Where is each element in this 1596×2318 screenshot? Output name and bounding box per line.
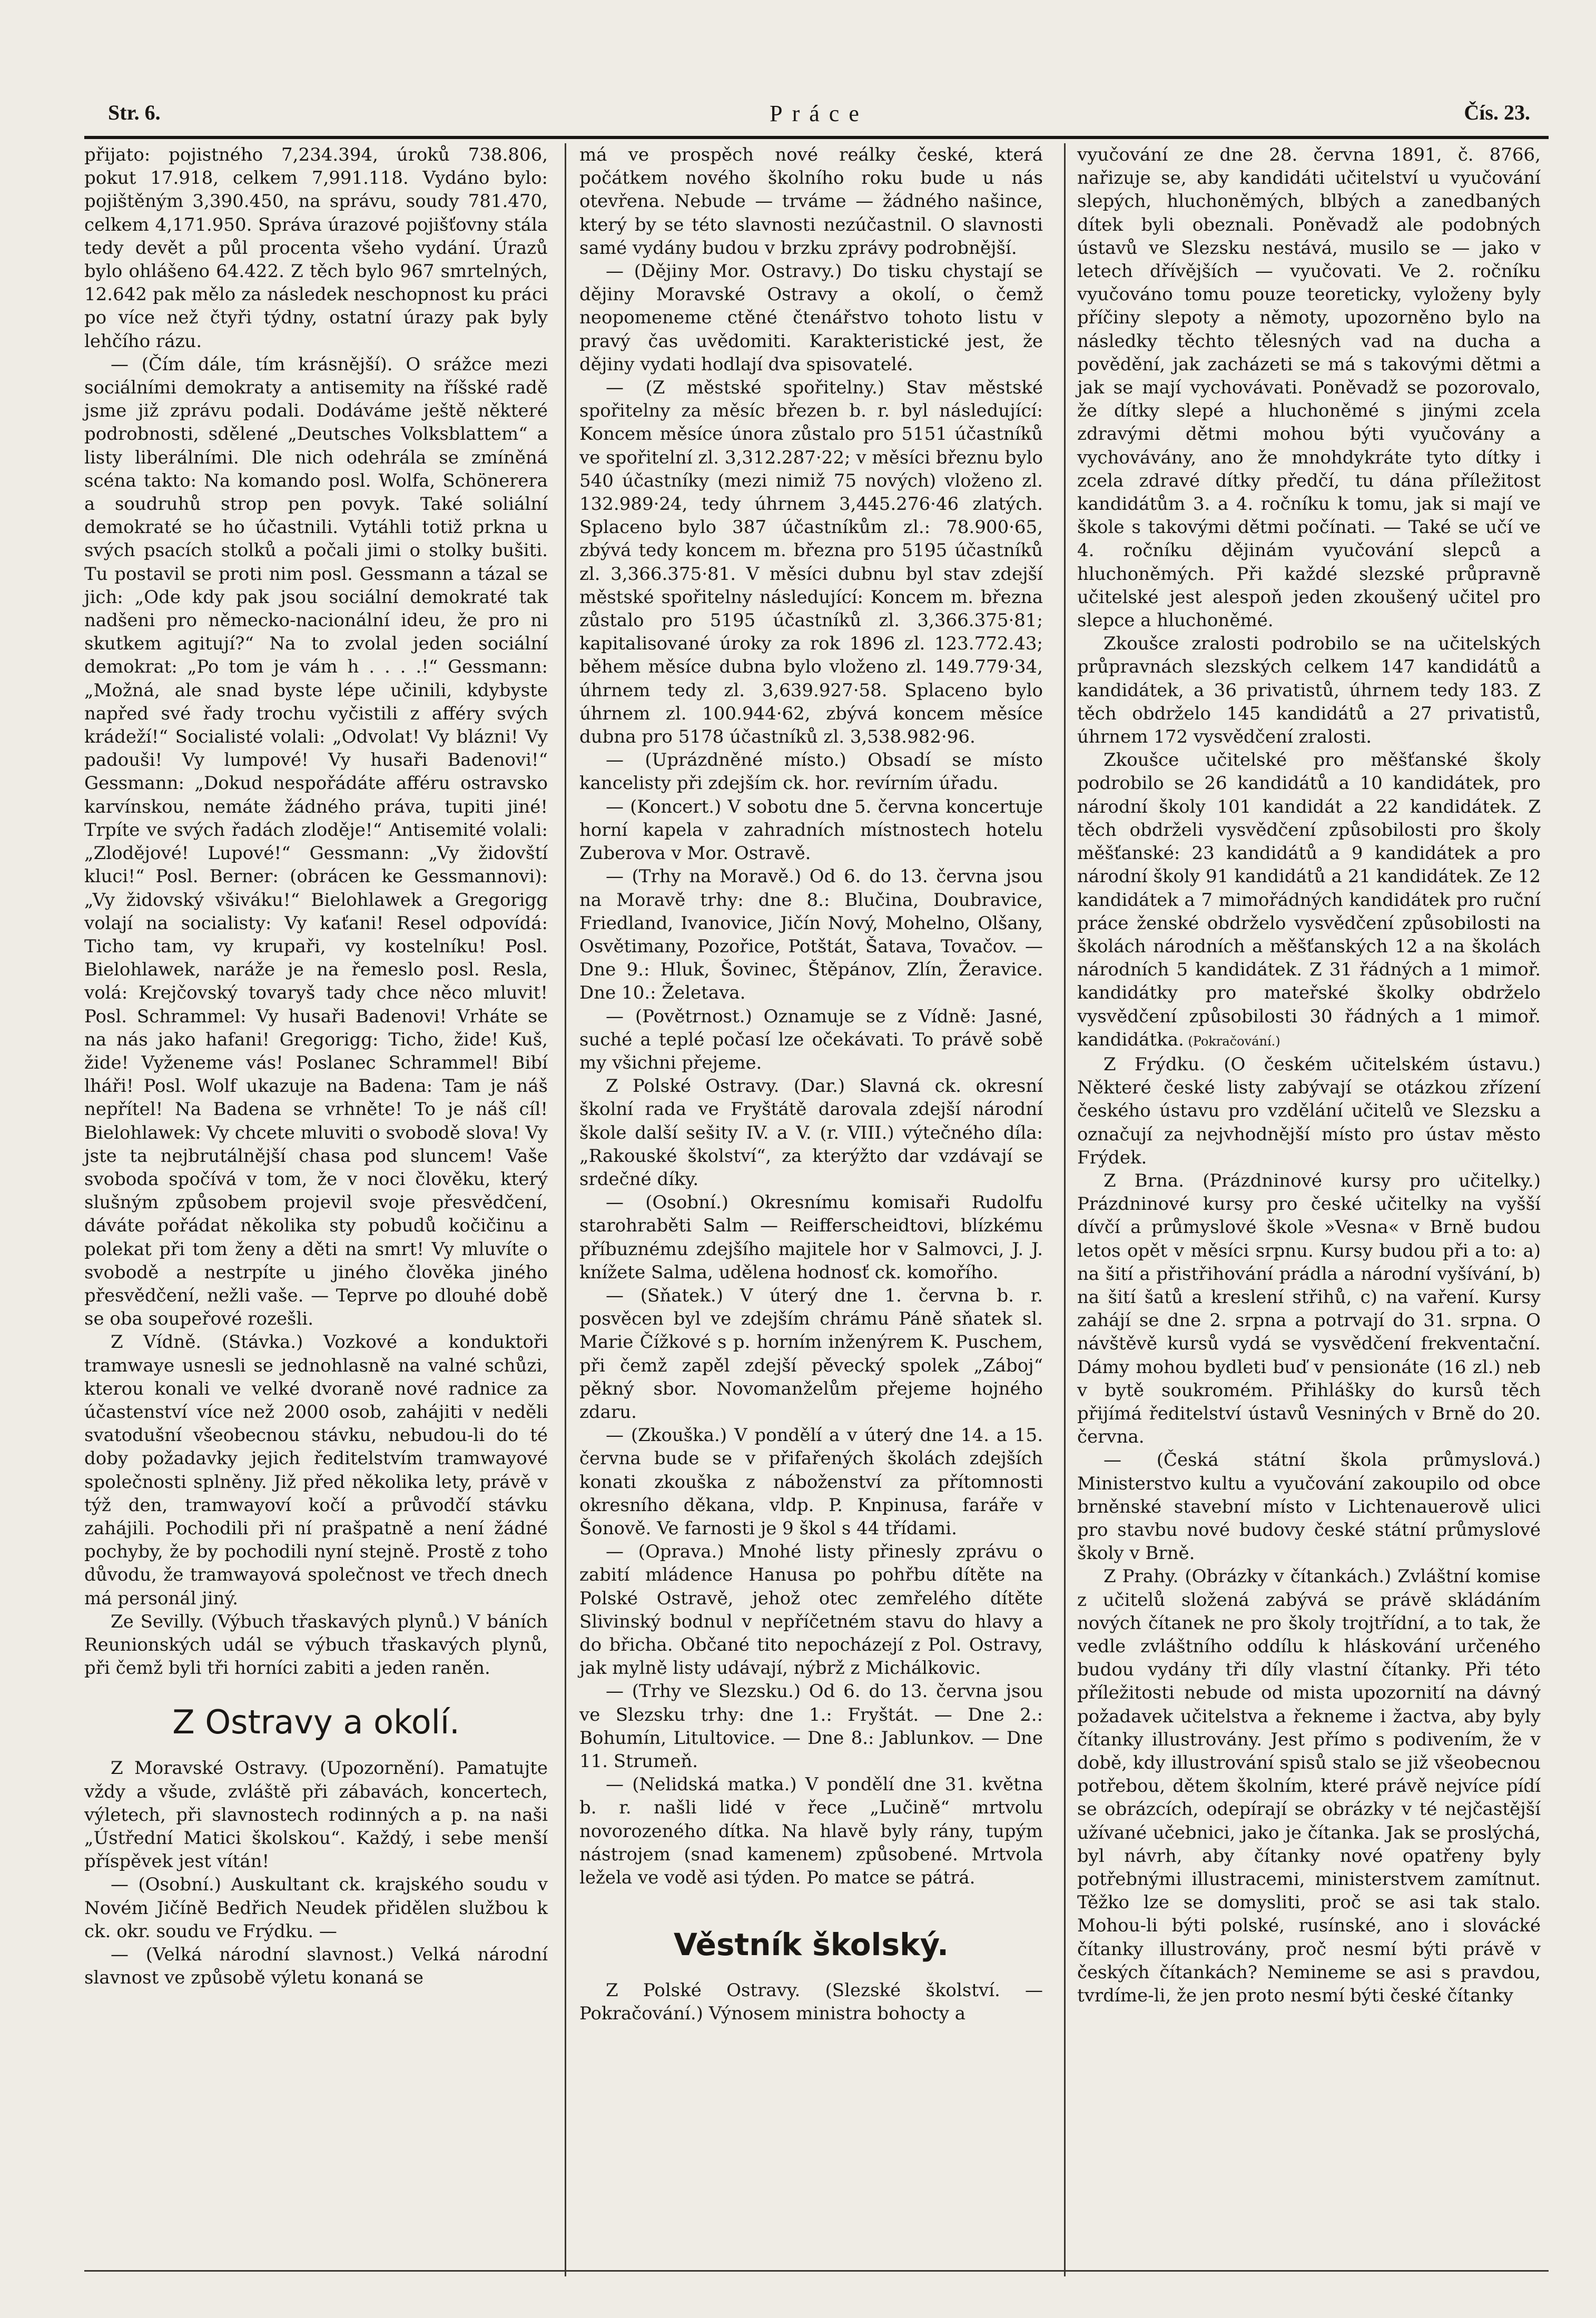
article-paragraph: — (Čím dále, tím krásnější). O srážce mezi sociálními demokraty a antisemity na říšské radě jsme již zprávu podali. Dodáváme ještě některé podrobnosti, sdělené „Deutsches Volksblattem“ a listy liberálními. Dle nich odehrála se zmíněná scéna takto: Na komando posl. Wolfa, Schönerera a soudruhů strop pen povyk. Také soliální demokraté se ho účastnili. Vytáhli totiž prkna u svých psacích stolků a počali jimi o stolky bušiti. Tu postavil se proti nim posl. Gessmann a tázal se jich: „Ode kdy pak jsou sociální demokraté tak nadšeni pro německo-nacionální ideu, že pro ni skutkem agitují?“ Na to zvolal jeden sociální demokrat: „Po tom je vám h . . . .!“ Gessmann: „Možná, ale snad byste lépe učinili, kdybyste napřed své řady trochu vyčistili z afféry svých krádeží!“ Socialisté volali: „Odvolat! Vy blázni! Vy padouši! Vy lumpové! Vy husaři Badenovi!“ Gessmann: „Dokud nespořádáte afféru ostravsko karvínskou, nemáte žádného práva, tupiti jiné! Trpíte ve svých řadách zloděje!“ Antisemité volali: „Zlodějové! Lupové!“ Gessmann: „Vy židovští kluci!“ Posl. Berner: (obrácen ke Gessmannovi): „Vy židovský všiváku!“ Bielohlawek a Gregorigg volají na socialisty: Vy kaťani! Resel odpovídá: Ticho tam, vy krupaři, vy kostelníku! Posl. Bielohlawek, naráže je na řemeslo posl. Resla, volá: Krejčovský tovaryš tady chce něco mluvit! Posl. Schrammel: Vy husaři Badenovi! Vrháte se na nás jako hafani! Gregorigg: Ticho, žide! Kuš, žide! Vyženeme vás! Poslanec Schrammel! Bibí lháři! Posl. Wolf ukazuje na Badena: Tam je náš nepřítel! Na Badena se vrhněte! To je náš cíl! Bielohlawek: Vy chcete mluviti o svobodě slova! Vy jste ta nejbrutálnější chasa pod sluncem! Vaše svoboda spočívá v tom, že v noci člověku, který slušným způsobem projevil svoje přesvědčení, dáváte pořádat několika sty pobudů kočičinu a polekat při tom ženy a děti na smrt! Vy mluvíte o svobodě a nestrpíte u jiného člověka jiného přesvědčení, nežli vaše. — Teprve po dlouhé době se oba soupeřové rozešli.	[84, 353, 548, 1330]
article-paragraph: — (Koncert.) V sobotu dne 5. června koncertuje horní kapela v zahradních místnostech hotelu Zuberova v Mor. Ostravě.	[579, 796, 1043, 864]
article-paragraph: — (Velká národní slavnost.) Velká národní slavnost ve způsobě výletu konaná se	[84, 1944, 548, 1989]
article-paragraph: — (Z městské spořitelny.) Stav městské spořitelny za měsíc březen b. r. byl následující: Koncem měsíce února zůstalo pro 5151 účastníků ve spořitelní zl. 3,312.287·22; v měsíci březnu bylo 540 účastníky (mezi nimiž 75 nových) vloženo zl. 132.989·24, tedy úhrnem 3,445.276·46 zlatých. Splaceno bylo 387 účastníkům zl.: 78.900·65, zbývá tedy koncem m. března pro 5195 účastníků zl. 3,366.375·81. V měsíci dubnu byl stav zdejší městské spořitelny následující: Koncem m. března zůstalo pro 5195 účastníků zl. 3,366.375·81; kapitalisované úroky za rok 1896 zl. 123.772.43; během měsíce dubna bylo vloženo zl. 149.779·34, úhrnem tedy zl. 3,639.927·58. Splaceno bylo úhrnem zl. 100.944·62, zbývá koncem měsíce dubna pro 5178 účastníků zl. 3,538.982·96.	[579, 377, 1043, 748]
column-2	[579, 143, 1043, 2026]
column-2-articles	[579, 143, 1043, 1889]
column-3	[1077, 143, 1541, 2007]
article-paragraph: Z Moravské Ostravy. (Upozornění). Pamatujte vždy a všude, zvláště při zábavách, koncertech, výletech, při slavnostech rodinných a p. na naši „Ústřední Matici školskou“. Každý, i sebe menší příspěvek jest vítán!	[84, 1758, 548, 1872]
article-paragraph: — (Trhy ve Slezsku.) Od 6. do 13. června jsou ve Slezsku trhy: dne 1.: Fryštát. — Dne 2.: Bohumín, Litultovice. — Dne 8.: Jablunkov. — Dne 11. Strumeň.	[579, 1681, 1043, 1772]
article-paragraph: Z Vídně. (Stávka.) Vozkové a konduktoři tramwaye usnesli se jednohlasně na valné schůzi, kterou konali ve velké dvoraně nové radnice za účastenství více než 2000 osob, zahájiti v neděli svatodušní všeobecnou stávku, nebudou-li do té doby požadavky jejich ředitelstvím tramwayové společnosti splněny. Již před několika lety, právě v týž den, tramwayoví kočí a průvodčí stávku zahájili. Pochodili při ní prašpatně a není žádné pochyby, že by pochodili nyní stejně. Prostě z toho důvodu, že tramwayová společnost ve třech dnech má personál jiný.	[84, 1331, 548, 1609]
article-paragraph: — (Sňatek.) V úterý dne 1. června b. r. posvěcen byl ve zdejším chrámu Páně sňatek sl. Marie Čížkové s p. horním inženýrem K. Puschem, při čemž zapěl zdejší pěvecký spolek „Záboj“ pěkný sbor. Novomanželům přejeme hojného zdaru.	[579, 1285, 1043, 1423]
article-paragraph: — (Nelidská matka.) V pondělí dne 31. května b. r. našli lidé v řece „Lučině“ mrtvolu novorozeného dítka. Na hlavě byly rány, tupým nástrojem (snad kamenem) způsobené. Mrtvola ležela ve vodě asi týden. Po matce se pátrá.	[579, 1774, 1043, 1889]
article-paragraph: — (Dějiny Mor. Ostravy.) Do tisku chystají se dějiny Moravské Ostravy a okolí, o čemž neopomeneme ctěné čtenářstvo tohoto listu v pravý čas uvědomiti. Karakteristické jest, že dějiny vydati hodlají dva spisovatelé.	[579, 261, 1043, 375]
column-2-vestnik-articles	[579, 1979, 1043, 2025]
article-paragraph: Z Frýdku. (O českém učitelském ústavu.) Některé české listy zabývají se otázkou zřízení českého ústavu pro vzdělání učitelů ve Slezsku a označují za nejvhodnější místo pro ústav město Frýdek.	[1077, 1053, 1541, 1168]
column-1-articles	[84, 143, 548, 1680]
article-paragraph: — (Zkouška.) V pondělí a v úterý dne 14. a 15. června bude se v přifařených školách zdejších konati zkouška z náboženství za přítomnosti okresního děkana, vldp. P. Knpinusa, faráře v Šonově. Ve farnosti je 9 škol s 44 třídami.	[579, 1425, 1043, 1539]
continued-label: (Pokračování.)	[1184, 1033, 1280, 1049]
article-paragraph: přijato: pojistného 7,234.394, úroků 738.806, pokut 17.918, celkem 7,991.118. Vydáno bylo: pojištěným 3,390.450, na správu, soudy 781.470, celkem 4,171.950. Správa úrazové pojišťovny stála tedy devět a půl procenta všeho vydání. Úrazů bylo ohlášeno 64.422. Z těch bylo 967 smrtelných, 12.642 pak mělo za následek neschopnost ku práci po více než čtyři týdny, ostatní úrazy pak byly lehčího rázu.	[84, 144, 548, 352]
article-paragraph: — (Trhy na Moravě.) Od 6. do 13. června jsou na Moravě trhy: dne 8.: Blučina, Doubravice, Friedland, Ivanovice, Jičín Nový, Mohelno, Olšany, Osvětimany, Pozořice, Potštát, Šatava, Tovačov. — Dne 9.: Hluk, Šovinec, Štěpánov, Zlín, Žeravice. Dne 10.: Želetava.	[579, 866, 1043, 1004]
article-paragraph: Zkoušce učitelské pro měšťanské školy podrobilo se 26 kandidátů a 10 kandidátek, pro národní školy 101 kandidát a 22 kandidátek. Z těch obdrželi vysvědčení způsobilosti pro školy měšťanské: 23 kandidátů a 9 kandidátek a pro národní školy 91 kandidátů a 21 kandidátek. Ze 12 kandidátek a 7 mimořádných kandidátek pro ruční práce ženské obdrželo vysvědčení způsobilosti na školách národních a měšťanských 12 a na školách národních 5 kandidátek. Z 31 řádných a 1 mimoř. kandidátky pro mateřské školky obdrželo vysvědčení způsobilosti 30 řádných a 1 mimoř. kandidátka. (Pokračování.)	[1077, 749, 1541, 1050]
column-1-ostrava-articles	[84, 1757, 548, 1989]
article-paragraph: — (Osobní.) Auskultant ck. krajského soudu v Novém Jičíně Bedřich Neudek přidělen službou k ck. okr. soudu ve Frýdku. —	[84, 1874, 548, 1942]
newspaper-title: Práce	[770, 101, 869, 126]
page-number: Str. 6.	[108, 101, 161, 124]
article-paragraph: — (Uprázdněné místo.) Obsadí se místo kancelisty při zdejším ck. hor. revírním úřadu.	[579, 749, 1043, 794]
article-paragraph: Z Brna. (Prázdninové kursy pro učitelky.) Prázdninové kursy pro české učitelky na vyšší dívčí a průmyslové škole »Vesna« v Brně budou letos opět v měsíci srpnu. Kursy budou při a to: a) na šití a přistřihování prádla a národní vyšívání, b) na šití šatů a kreslení střihů, c) na vaření. Kursy zahájí se dne 2. srpna a potrvají do 31. srpna. O návštěvě kursů vydá se vysvědčení frekventační. Dámy mohou bydleti buď v pensionáte (16 zl.) neb v bytě soukromém. Přihlášky do kursů těch přijímá ředitelství ústavů Vesniných v Brně do 20. června.	[1077, 1170, 1541, 1448]
article-paragraph: Z Polské Ostravy. (Dar.) Slavná ck. okresní školní rada ve Fryštátě darovala zdejší národní škole další sešity IV. a V. (r. VIII.) výtečného díla: „Rakouské školství“, za kterýžto dar vzdávají se srdečné díky.	[579, 1076, 1043, 1190]
column-3-articles	[1077, 143, 1541, 2007]
article-paragraph: Zkoušce zralosti podrobilo se na učitelských průpravnách slezských celkem 147 kandidátů a kandidátek, a 36 privatistů, úhrnem tedy 183. Z těch obdrželo 145 kandidátů a 27 privatistů, úhrnem 172 vysvědčení zralosti.	[1077, 633, 1541, 748]
column-1	[84, 143, 548, 1989]
column-divider	[565, 143, 566, 2276]
article-paragraph: vyučování ze dne 28. června 1891, č. 8766, nařizuje se, aby kandidáti učitelství u vyučování slepých, hluchoněmých, blbých a zanedbaných dítek byli obeznali. Poněvadž ale podobných ústavů ve Slezsku nestává, musilo se — jako v letech dřívějších — vyučovati. Ve 2. ročníku vyučováno tomu pouze teoreticky, vyloženy byly příčiny slepoty a němoty, upozorněno bylo na následky těchto tělesných vad na ducha a povědění, jak zacházeti se má s takovými dětmi a jak se mají vychovávati. Poněvadž se pozorovalo, že dítky slepé a hluchoněmé s jinými zcela zdravými dětmi mohou býti vyučovány a vychovávány, ano že mnohdykráte tyto dítky i zcela zdravé dítky předčí, tu dána příležitost kandidátům 3. a 4. ročníku k tomu, jak si mají ve škole s takovými dětmi počínati. — Také se učí ve 4. ročníku dějinám vyučování slepců a hluchoněmých. Při každé slezské průpravně učitelské jest alespoň jeden zkoušený učitel pro slepce a hluchoněmé.	[1077, 144, 1541, 632]
article-paragraph: Ze Sevilly. (Výbuch třaskavých plynů.) V báních Reunionských udál se výbuch třaskavých plynů, při čemž byli tři horníci zabiti a jeden raněn.	[84, 1611, 548, 1679]
column-divider	[1064, 143, 1066, 2276]
article-paragraph: — (Osobní.) Okresnímu komisaři Rudolfu starohraběti Salm — Reifferscheidtovi, blízkému příbuznému zdejšího majitele hor v Salmovci, J. J. knížete Salma, udělena hodnosť ck. komořího.	[579, 1192, 1043, 1283]
page-header	[108, 100, 1530, 137]
section-title-vestnik: Věstník školský.	[673, 1927, 949, 1963]
article-paragraph: má ve prospěch nové reálky české, která počátkem nového školního roku bude u nás otevřena. Nebude — trváme — žádného našince, který by se této slavnosti nezúčastnil. O slavnosti samé vydány budou v brzku zprávy podrobnější.	[579, 144, 1043, 259]
article-paragraph: Z Polské Ostravy. (Slezské školství. — Pokračování.) Výnosem ministra bohocty a	[579, 1980, 1043, 2025]
article-paragraph: — (Povětrnost.) Oznamuje se z Vídně: Jasné, suché a teplé počasí lze očekávati. To právě sobě my všichni přejeme.	[579, 1005, 1043, 1073]
footer-rule	[84, 2270, 1549, 2272]
article-paragraph: — (Česká státní škola průmyslová.) Ministerstvo kultu a vyučování zakoupilo od obce brněnské stavební místo v Lichtenauerově ulici pro stavbu nové budovy české státní průmyslové školy v Brně.	[1077, 1449, 1541, 1564]
issue-number: Čís. 23.	[1464, 101, 1530, 124]
article-paragraph: Z Prahy. (Obrázky v čítankách.) Zvláštní komise z učitelů složená zabývá se právě skládáním nových čítanek ne pro školy trojtřídní, a to tak, že vedle zvláštního oddílu k hláskování určeného budou vydány tři díly vlastní čítanky. Při této příležitosti nebude od mista upozornití na dávný požadavek učitelstva a řekneme i žactva, aby byly čítanky illustrovány. Jest přímo s podivením, že v době, kdy illustrování spisů stalo se již všeobecnou potřebou, dětem školním, které právě nejvíce pídí se obrázcích, odepírají se obrázky v té nejčastější užívané učebnici, jako je čítanka. Jak se proslýchá, byl návrh, aby čítanky nové opatřeny byly potřebnými illustracemi, ministerstvem zamítnut. Těžko lze se domysliti, proč se asi tak stalo. Mohou-li býti polské, rusínské, ano i slovácké čítanky illustrovány, proč nesmí býti právě v českých čítankách? Nemineme se asi s pravdou, tvrdíme-li, že jen proto nesmí býti české čítanky	[1077, 1566, 1541, 2007]
section-title-ostrava: Z Ostravy a okolí.	[172, 1703, 460, 1742]
header-rule	[84, 136, 1549, 139]
article-paragraph: — (Oprava.) Mnohé listy přinesly zprávu o zabití mládence Hanusa po pohřbu dítěte na Polské Ostravě, jehož otec zemřelého dítěte Slivinský bodnul v nepříčetném stavu do hlavy a do břicha. Občané tito nepocházejí z Pol. Ostravy, jak mylně listy udávají, nýbrž z Michálkovic.	[579, 1541, 1043, 1679]
